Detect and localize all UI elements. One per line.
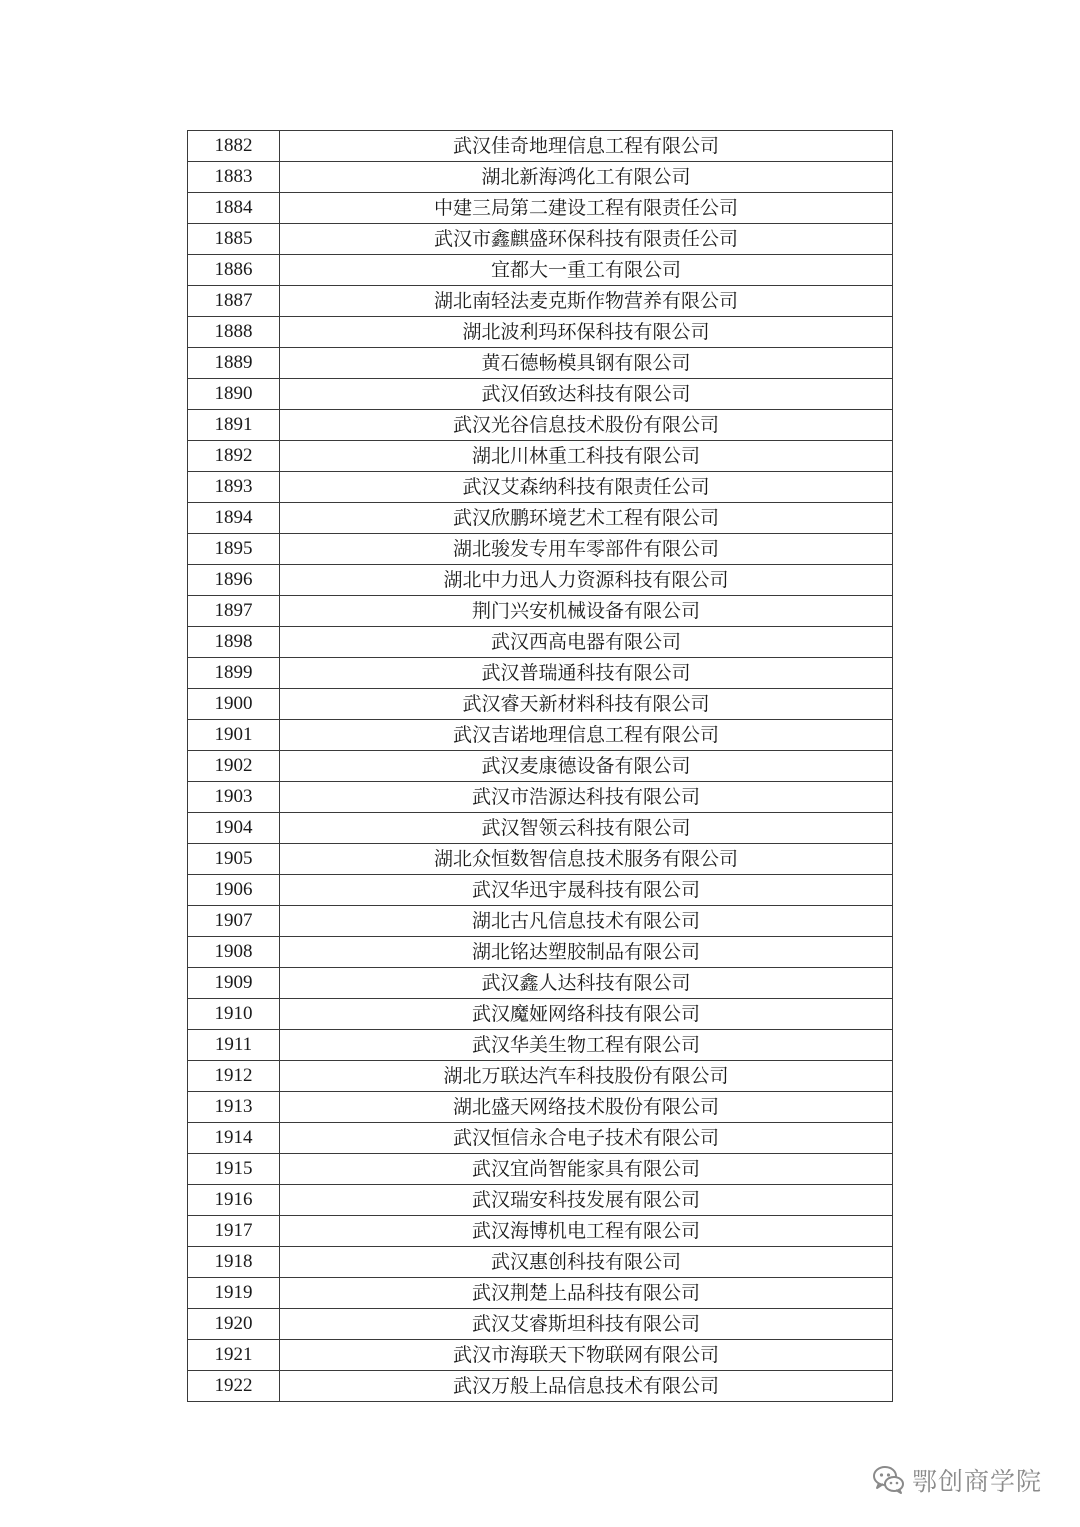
company-name-cell: 荆门兴安机械设备有限公司 (280, 596, 893, 627)
company-name-cell: 武汉万般上品信息技术有限公司 (280, 1371, 893, 1402)
table-row (188, 410, 893, 441)
company-name-cell: 武汉佳奇地理信息工程有限公司 (280, 131, 893, 162)
row-number-cell: 1919 (188, 1278, 280, 1309)
company-name-cell: 武汉宜尚智能家具有限公司 (280, 1154, 893, 1185)
row-number-cell: 1908 (188, 937, 280, 968)
row-number-cell: 1914 (188, 1123, 280, 1154)
table-row (188, 751, 893, 782)
table-row (188, 1154, 893, 1185)
table-row (188, 286, 893, 317)
company-name-cell: 武汉恒信永合电子技术有限公司 (280, 1123, 893, 1154)
table-row (188, 999, 893, 1030)
company-list-body (188, 131, 893, 1402)
table-row (188, 162, 893, 193)
table-row (188, 875, 893, 906)
row-number-cell: 1893 (188, 472, 280, 503)
company-name-cell: 湖北南轻法麦克斯作物营养有限公司 (280, 286, 893, 317)
table-row (188, 782, 893, 813)
table-row (188, 596, 893, 627)
company-name-cell: 武汉市鑫麒盛环保科技有限责任公司 (280, 224, 893, 255)
table-row (188, 503, 893, 534)
row-number-cell: 1897 (188, 596, 280, 627)
company-name-cell: 湖北铭达塑胶制品有限公司 (280, 937, 893, 968)
company-name-cell: 武汉鑫人达科技有限公司 (280, 968, 893, 999)
company-name-cell: 武汉光谷信息技术股份有限公司 (280, 410, 893, 441)
company-name-cell: 中建三局第二建设工程有限责任公司 (280, 193, 893, 224)
row-number-cell: 1916 (188, 1185, 280, 1216)
table-row (188, 441, 893, 472)
table-row (188, 255, 893, 286)
row-number-cell: 1886 (188, 255, 280, 286)
company-name-cell: 武汉艾睿斯坦科技有限公司 (280, 1309, 893, 1340)
row-number-cell: 1882 (188, 131, 280, 162)
row-number-cell: 1885 (188, 224, 280, 255)
company-name-cell: 武汉麦康德设备有限公司 (280, 751, 893, 782)
table-row (188, 1030, 893, 1061)
row-number-cell: 1911 (188, 1030, 280, 1061)
company-name-cell: 武汉普瑞通科技有限公司 (280, 658, 893, 689)
row-number-cell: 1906 (188, 875, 280, 906)
company-name-cell: 武汉艾森纳科技有限责任公司 (280, 472, 893, 503)
table-row (188, 224, 893, 255)
company-name-cell: 武汉瑞安科技发展有限公司 (280, 1185, 893, 1216)
row-number-cell: 1894 (188, 503, 280, 534)
company-name-cell: 湖北众恒数智信息技术服务有限公司 (280, 844, 893, 875)
row-number-cell: 1905 (188, 844, 280, 875)
company-name-cell: 武汉欣鹏环境艺术工程有限公司 (280, 503, 893, 534)
company-name-cell: 武汉西高电器有限公司 (280, 627, 893, 658)
table-row (188, 968, 893, 999)
company-name-cell: 武汉市海联天下物联网有限公司 (280, 1340, 893, 1371)
watermark-text: 鄂创商学院 (912, 1467, 1043, 1496)
table-row (188, 1247, 893, 1278)
row-number-cell: 1907 (188, 906, 280, 937)
row-number-cell: 1896 (188, 565, 280, 596)
table-row (188, 379, 893, 410)
table-row (188, 565, 893, 596)
company-name-cell: 宜都大一重工有限公司 (280, 255, 893, 286)
company-name-cell: 湖北新海鸿化工有限公司 (280, 162, 893, 193)
row-number-cell: 1892 (188, 441, 280, 472)
table-row (188, 1371, 893, 1402)
row-number-cell: 1917 (188, 1216, 280, 1247)
table-row (188, 844, 893, 875)
company-name-cell: 湖北中力迅人力资源科技有限公司 (280, 565, 893, 596)
row-number-cell: 1899 (188, 658, 280, 689)
table-row (188, 937, 893, 968)
row-number-cell: 1910 (188, 999, 280, 1030)
company-list-table (187, 130, 893, 1402)
company-name-cell: 武汉佰致达科技有限公司 (280, 379, 893, 410)
table-row (188, 1278, 893, 1309)
company-name-cell: 湖北古凡信息技术有限公司 (280, 906, 893, 937)
row-number-cell: 1884 (188, 193, 280, 224)
company-name-cell: 湖北波利玛环保科技有限公司 (280, 317, 893, 348)
row-number-cell: 1904 (188, 813, 280, 844)
row-number-cell: 1918 (188, 1247, 280, 1278)
table-row (188, 1185, 893, 1216)
company-name-cell: 武汉市浩源达科技有限公司 (280, 782, 893, 813)
watermark (872, 1460, 1042, 1500)
company-name-cell: 湖北万联达汽车科技股份有限公司 (280, 1061, 893, 1092)
table-row (188, 317, 893, 348)
table-row (188, 627, 893, 658)
company-name-cell: 武汉海博机电工程有限公司 (280, 1216, 893, 1247)
table-row (188, 813, 893, 844)
table-row (188, 1061, 893, 1092)
table-row (188, 720, 893, 751)
company-name-cell: 武汉荆楚上品科技有限公司 (280, 1278, 893, 1309)
row-number-cell: 1920 (188, 1309, 280, 1340)
row-number-cell: 1902 (188, 751, 280, 782)
row-number-cell: 1883 (188, 162, 280, 193)
company-name-cell: 武汉华美生物工程有限公司 (280, 1030, 893, 1061)
table-row (188, 1123, 893, 1154)
row-number-cell: 1887 (188, 286, 280, 317)
company-name-cell: 武汉睿天新材料科技有限公司 (280, 689, 893, 720)
company-name-cell: 武汉华迅宇晟科技有限公司 (280, 875, 893, 906)
table-row (188, 689, 893, 720)
row-number-cell: 1922 (188, 1371, 280, 1402)
company-name-cell: 湖北骏发专用车零部件有限公司 (280, 534, 893, 565)
company-name-cell: 武汉魔娅网络科技有限公司 (280, 999, 893, 1030)
company-name-cell: 武汉智领云科技有限公司 (280, 813, 893, 844)
row-number-cell: 1889 (188, 348, 280, 379)
table-row (188, 1309, 893, 1340)
table-row (188, 658, 893, 689)
company-name-cell: 湖北盛天网络技术股份有限公司 (280, 1092, 893, 1123)
company-name-cell: 武汉吉诺地理信息工程有限公司 (280, 720, 893, 751)
company-name-cell: 黄石德畅模具钢有限公司 (280, 348, 893, 379)
row-number-cell: 1903 (188, 782, 280, 813)
row-number-cell: 1895 (188, 534, 280, 565)
row-number-cell: 1900 (188, 689, 280, 720)
table-row (188, 1216, 893, 1247)
table-row (188, 534, 893, 565)
table-row (188, 131, 893, 162)
row-number-cell: 1915 (188, 1154, 280, 1185)
table-row (188, 193, 893, 224)
row-number-cell: 1888 (188, 317, 280, 348)
row-number-cell: 1890 (188, 379, 280, 410)
row-number-cell: 1891 (188, 410, 280, 441)
row-number-cell: 1901 (188, 720, 280, 751)
table-row (188, 906, 893, 937)
row-number-cell: 1912 (188, 1061, 280, 1092)
company-name-cell: 武汉惠创科技有限公司 (280, 1247, 893, 1278)
row-number-cell: 1909 (188, 968, 280, 999)
table-row (188, 472, 893, 503)
wechat-icon (872, 1463, 906, 1497)
table-row (188, 348, 893, 379)
company-name-cell: 湖北川林重工科技有限公司 (280, 441, 893, 472)
row-number-cell: 1898 (188, 627, 280, 658)
table-row (188, 1340, 893, 1371)
row-number-cell: 1913 (188, 1092, 280, 1123)
table-row (188, 1092, 893, 1123)
row-number-cell: 1921 (188, 1340, 280, 1371)
